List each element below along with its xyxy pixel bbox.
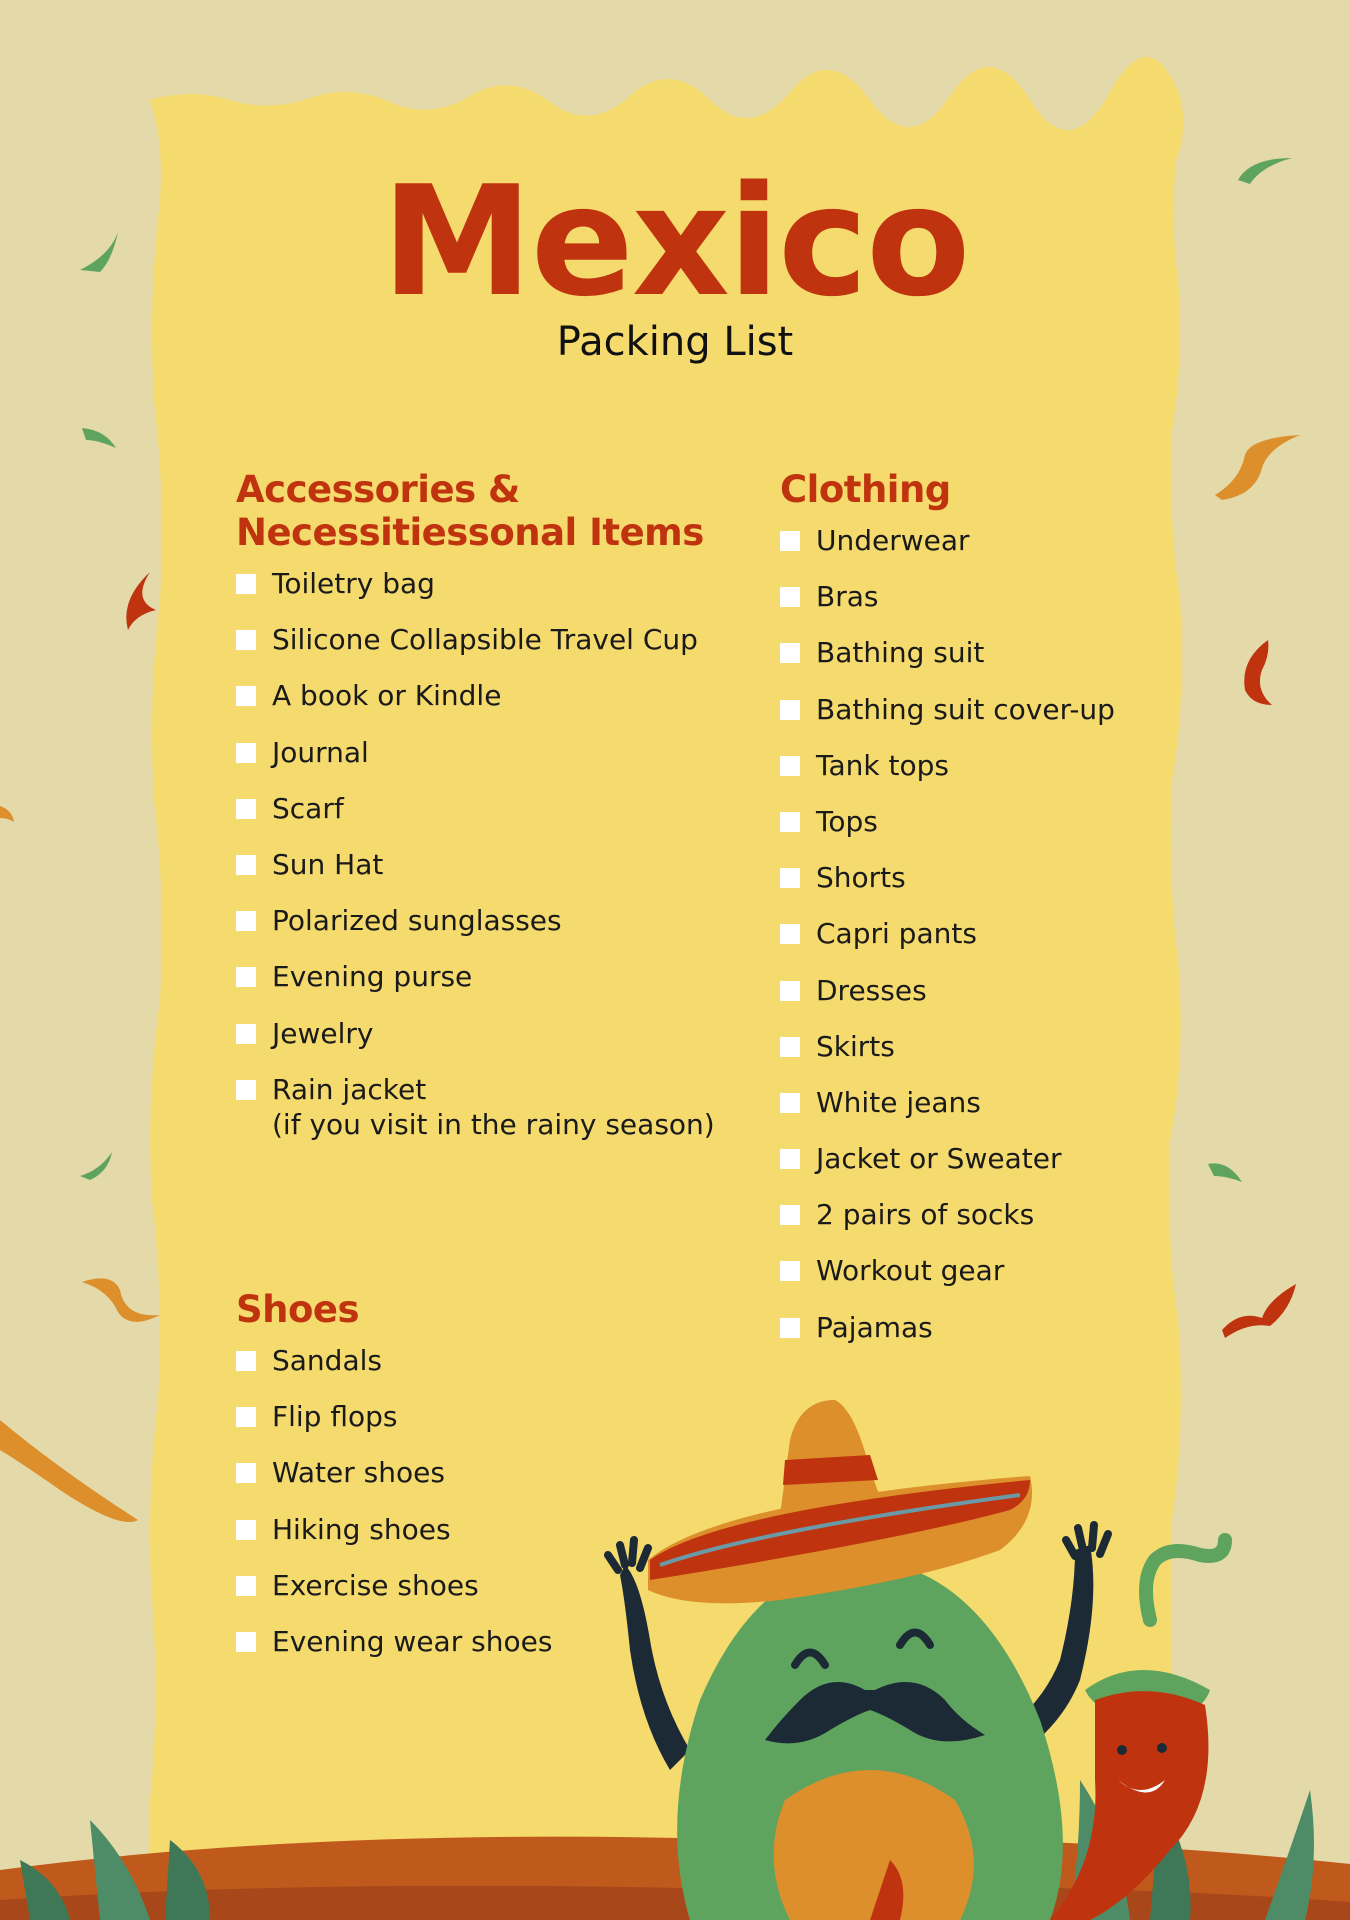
checkbox[interactable]	[236, 1520, 256, 1540]
item-label: Jacket or Sweater	[816, 1142, 1062, 1176]
checklist-item	[236, 1512, 756, 1568]
item-label: Skirts	[816, 1029, 895, 1063]
section-shoes	[236, 1288, 756, 1680]
checklist-item	[236, 1455, 756, 1511]
checklist-item	[236, 847, 756, 903]
checkbox[interactable]	[780, 1093, 800, 1113]
checklist-item	[236, 1016, 756, 1072]
checkbox[interactable]	[236, 686, 256, 706]
item-label: A book or Kindle	[272, 679, 502, 713]
heading-line: Accessories &	[236, 468, 520, 511]
item-label: Silicone Collapsible Travel Cup	[272, 623, 698, 657]
checklist-item	[780, 860, 1260, 916]
checkbox[interactable]	[236, 1576, 256, 1596]
checkbox[interactable]	[236, 1632, 256, 1652]
checklist-item	[780, 1197, 1260, 1253]
checkbox[interactable]	[780, 756, 800, 776]
checkbox[interactable]	[236, 799, 256, 819]
checklist-item	[780, 635, 1260, 691]
checkbox[interactable]	[780, 812, 800, 832]
checklist-item	[780, 748, 1260, 804]
item-label: 2 pairs of socks	[816, 1198, 1035, 1232]
checkbox[interactable]	[780, 924, 800, 944]
item-label: Workout gear	[816, 1254, 1005, 1288]
checklist-item	[780, 579, 1260, 635]
item-label: Polarized sunglasses	[272, 904, 562, 938]
checkbox[interactable]	[236, 1080, 256, 1100]
checklist-item	[780, 1085, 1260, 1141]
checklist-clothing	[780, 523, 1260, 1366]
checklist-item	[236, 622, 756, 678]
item-label: Capri pants	[816, 917, 977, 951]
checkbox[interactable]	[780, 981, 800, 1001]
item-label: Scarf	[272, 791, 344, 825]
checklist-item	[236, 959, 756, 1015]
checklist-item	[236, 903, 756, 959]
checkbox[interactable]	[780, 1318, 800, 1338]
checkbox[interactable]	[236, 911, 256, 931]
checklist-item	[236, 791, 756, 847]
checklist-item	[780, 1253, 1260, 1309]
item-label: Bathing suit cover-up	[816, 692, 1115, 726]
checkbox[interactable]	[780, 587, 800, 607]
item-label: Bras	[816, 580, 879, 614]
item-label: White jeans	[816, 1085, 981, 1119]
checkbox[interactable]	[236, 1024, 256, 1044]
checkbox[interactable]	[780, 700, 800, 720]
item-label: Journal	[272, 735, 369, 769]
checkbox[interactable]	[780, 643, 800, 663]
page-title: Mexico	[381, 153, 969, 330]
checkbox[interactable]	[780, 1037, 800, 1057]
item-label: Sandals	[272, 1344, 382, 1377]
checklist-accessories	[236, 566, 756, 1152]
checkbox[interactable]	[780, 1205, 800, 1225]
item-label: Hiking shoes	[272, 1512, 451, 1546]
item-label: Toiletry bag	[272, 567, 435, 600]
checklist-item	[236, 678, 756, 734]
checkbox[interactable]	[236, 967, 256, 987]
checkbox[interactable]	[236, 743, 256, 763]
checklist-item	[780, 692, 1260, 748]
checklist-shoes	[236, 1343, 756, 1680]
item-label: Pajamas	[816, 1310, 933, 1344]
item-label: Bathing suit	[816, 636, 985, 670]
checklist-item	[780, 523, 1260, 579]
item-label: Jewelry	[272, 1016, 374, 1050]
checklist-item	[236, 1624, 756, 1680]
section-clothing	[780, 468, 1260, 1366]
checklist-item	[780, 804, 1260, 860]
checkbox[interactable]	[780, 1149, 800, 1169]
checkbox[interactable]	[236, 630, 256, 650]
checkbox[interactable]	[780, 531, 800, 551]
item-label: Shorts	[816, 861, 906, 895]
checklist-item	[780, 1141, 1260, 1197]
heading-line: Necessitiessonal Items	[236, 511, 704, 554]
checklist-item	[236, 1568, 756, 1624]
checkbox[interactable]	[236, 855, 256, 875]
item-note: (if you visit in the rainy season)	[272, 1107, 715, 1141]
item-label: Tops	[816, 804, 878, 838]
item-label: Flip flops	[272, 1400, 398, 1434]
item-label: Sun Hat	[272, 847, 384, 881]
item-label: Evening purse	[272, 960, 473, 994]
checklist-item	[236, 1343, 756, 1399]
checkbox[interactable]	[236, 1351, 256, 1371]
item-label: Tank tops	[816, 748, 949, 782]
item-label: Exercise shoes	[272, 1568, 479, 1602]
section-heading-shoes: Shoes	[236, 1288, 360, 1331]
item-label: Evening wear shoes	[272, 1624, 553, 1658]
checklist-item	[780, 973, 1260, 1029]
section-accessories	[236, 468, 756, 1152]
checkbox[interactable]	[236, 1463, 256, 1483]
checklist-item	[236, 1072, 756, 1152]
checklist-item	[236, 566, 756, 622]
item-label: Underwear	[816, 524, 970, 557]
item-label: Water shoes	[272, 1456, 445, 1490]
page-subtitle: Packing List	[556, 319, 794, 365]
checklist-item	[780, 1310, 1260, 1366]
checklist-item	[780, 916, 1260, 972]
checklist-item	[236, 1399, 756, 1455]
checkbox[interactable]	[780, 1261, 800, 1281]
section-heading-accessories	[236, 468, 756, 554]
checkbox[interactable]	[780, 868, 800, 888]
checklist-item	[236, 735, 756, 791]
section-heading-clothing: Clothing	[780, 468, 951, 511]
item-label: Dresses	[816, 973, 927, 1007]
checklist-item	[780, 1029, 1260, 1085]
item-label: Rain jacket	[272, 1072, 427, 1106]
checkbox[interactable]	[236, 1407, 256, 1427]
checkbox[interactable]	[236, 574, 256, 594]
